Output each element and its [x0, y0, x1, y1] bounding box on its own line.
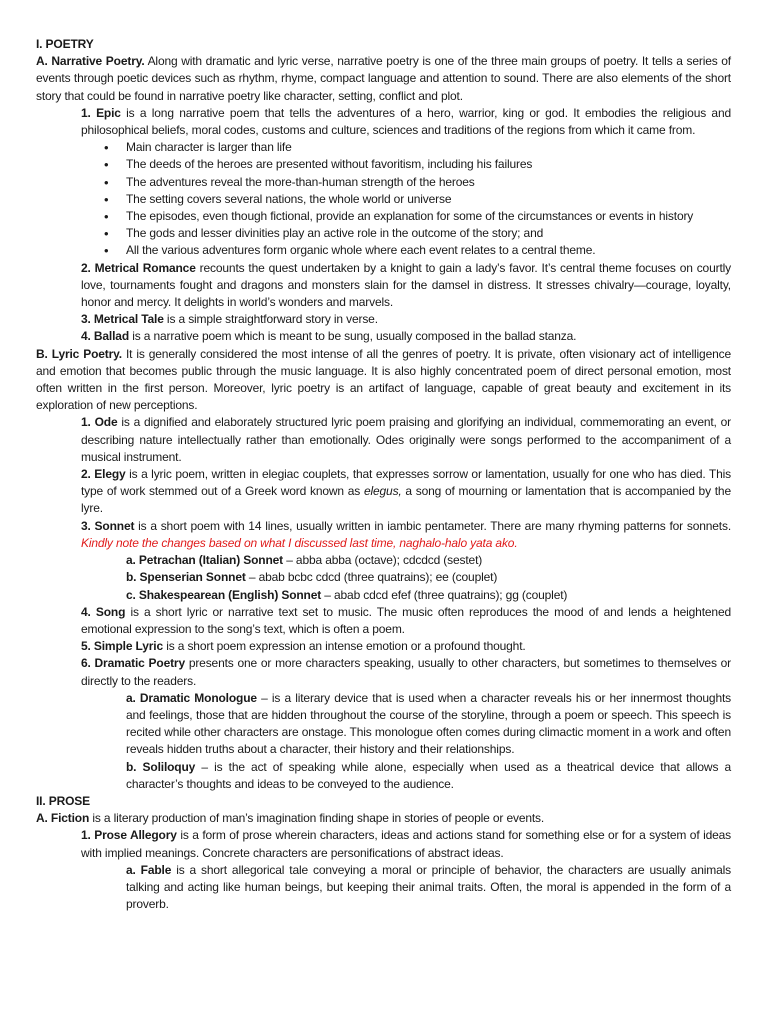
sonnet-type-spenserian: b. Spenserian Sonnet – abab bcbc cdcd (three quatrains); ee (couplet)	[126, 570, 498, 585]
sonnet-paragraph: 3. Sonnet is a short poem with 14 lines, usually written in iambic pentameter. There are many rhyming patterns for sonnets. Kindly note the changes based on what I discussed last time, naghalo-halo yata ako.	[81, 518, 732, 550]
list-item: • The setting covers several nations, the whole world or universe	[126, 191, 731, 208]
lyric-poetry-paragraph: B. Lyric Poetry. It is generally considered the most intense of all the genres of poetry. It is private, often visionary act of intelligence and emotion that becomes public through the music language. It is also highly concentrated poem of direct personal emotion, most often written in the first person. Moreover, lyric poetry is an artifact of language, capable of great beauty and excitement in its exploration of new perceptions.	[36, 346, 731, 413]
song-paragraph: 4. Song is a short lyric or narrative text set to music. The music often reproduces the mood of and lends a heightened emotional expression to the song’s text, which is often a poem.	[81, 604, 731, 636]
prose-heading: II. PROSE	[36, 793, 90, 808]
ode-paragraph: 1. Ode is a dignified and elaborately structured lyric poem praising and glorifying an individual, commemorating an event, or describing nature intellectually rather than emotionally. Odes originally were songs performed to the accompaniment of a musical instrument.	[81, 415, 731, 464]
list-item: • The adventures reveal the more-than-human strength of the heroes	[126, 174, 731, 191]
epic-characteristics-list	[36, 139, 731, 259]
epic-paragraph: 1. Epic is a long narrative poem that tells the adventures of a hero, warrior, king or god. It embodies the religious and philosophical beliefs, moral codes, customs and culture, sciences and traditions of the regions from which it came from.	[81, 105, 731, 138]
simple-lyric-paragraph: 5. Simple Lyric is a short poem expression an intense emotion or a profound thought.	[81, 639, 526, 654]
ballad-paragraph: 4. Ballad is a narrative poem which is meant to be sung, usually composed in the ballad stanza.	[81, 329, 577, 344]
metrical-romance-paragraph: 2. Metrical Romance recounts the quest undertaken by a knight to gain a lady’s favor. It’s central theme focuses on courtly love, tournaments fought and dragons and monsters slain for the damsel in distress. It stresses chivalry—courage, loyalty, honor and mercy. It delights in world’s wonders and marvels.	[81, 260, 731, 310]
poetry-heading: I. POETRY	[36, 37, 94, 51]
narrative-poetry-paragraph: A. Narrative Poetry. Along with dramatic and lyric verse, narrative poetry is one of the three main groups of poetry. It tells a series of events through poetic devices such as rhythm, rhyme, compact language and attention to sound. There are also elements of the short story that could be found in narrative poetry like character, setting, conflict and plot.	[36, 54, 731, 103]
fiction-paragraph: A. Fiction is a literary production of man’s imagination finding shape in stories of people or events.	[36, 811, 545, 826]
narrative-poetry-title: A. Narrative Poetry.	[36, 54, 145, 69]
lyric-poetry-title: B. Lyric Poetry.	[36, 346, 122, 361]
list-item: • Main character is larger than life	[126, 139, 731, 156]
list-item: • All the various adventures form organic whole where each event relates to a central theme.	[126, 242, 731, 259]
sonnet-type-petrarchan: a. Petrachan (Italian) Sonnet – abba abba (octave); cdcdcd (sestet)	[126, 553, 483, 568]
list-item: • The deeds of the heroes are presented without favoritism, including his failures	[126, 156, 731, 173]
list-item: • The episodes, even though fictional, provide an explanation for some of the circumstances or events in history	[126, 208, 731, 225]
soliloquy-paragraph: b. Soliloquy – is the act of speaking while alone, especially when used as a theatrical device that allows a character’s thoughts and ideas to be conveyed to the audience.	[126, 759, 732, 791]
teacher-note: Kindly note the changes based on what I discussed last time, naghalo-halo yata ako.	[81, 535, 518, 550]
fable-paragraph: a. Fable is a short allegorical tale conveying a moral or principle of behavior, the characters are usually animals talking and acting like human beings, but keeping their animal traits. Often, the moral is appended in the form of a proverb.	[126, 862, 732, 912]
sonnet-type-shakespearean: c. Shakespearean (English) Sonnet – abab cdcd efef (three quatrains); gg (couplet)	[126, 587, 568, 602]
list-item: • The gods and lesser divinities play an active role in the outcome of the story; and	[126, 225, 731, 242]
prose-allegory-paragraph: 1. Prose Allegory is a form of prose wherein characters, ideas and actions stand for something else or for a system of ideas with implied meanings. Concrete characters are personifications of abstract ideas.	[81, 828, 732, 860]
elegy-paragraph: 2. Elegy is a lyric poem, written in elegiac couplets, that expresses sorrow or lamentation, usually for one who has died. This type of work stemmed out of a Greek word known as elegus, a song of mourning or lamentation that is accompanied by the lyre.	[81, 467, 731, 516]
metrical-tale-paragraph: 3. Metrical Tale is a simple straightforward story in verse.	[81, 312, 378, 327]
dramatic-poetry-paragraph: 6. Dramatic Poetry presents one or more characters speaking, usually to other characters, but sometimes to themselves or directly to the readers.	[81, 656, 731, 688]
dramatic-monologue-paragraph: a. Dramatic Monologue – is a literary device that is used when a character reveals his or her innermost thoughts and feelings, those that are hidden throughout the course of the storyline, through a poem or speech. This speech is recited while other characters are onstage. This monologue often comes during climactic moment in a work and often reveals hidden truths about a character, their history and their relationships.	[126, 690, 731, 757]
